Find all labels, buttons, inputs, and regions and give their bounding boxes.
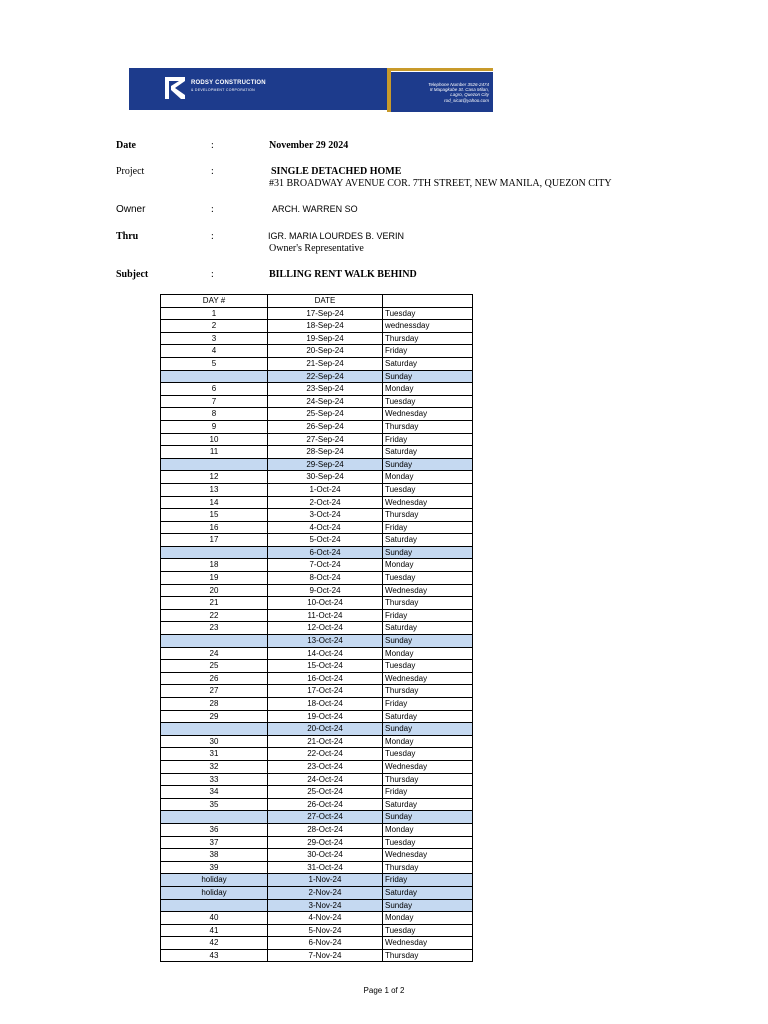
table-row [161, 609, 473, 622]
contact-phone: Telephone Number 3526-2474 [428, 82, 489, 87]
date-cell: 1-Nov-24 [268, 874, 383, 887]
date-cell: 22-Sep-24 [268, 370, 383, 383]
company-logo-icon [165, 77, 185, 99]
day-cell: 8 [161, 408, 268, 421]
weekday-cell: Monday [383, 735, 473, 748]
day-cell: 33 [161, 773, 268, 786]
day-cell: 24 [161, 647, 268, 660]
table-row [161, 496, 473, 509]
weekday-cell: Sunday [383, 458, 473, 471]
table-row [161, 357, 473, 370]
weekday-cell: Wednesday [383, 937, 473, 950]
weekday-cell: Monday [383, 912, 473, 925]
table-row [161, 320, 473, 333]
table-row [161, 332, 473, 345]
day-cell [161, 546, 268, 559]
weekday-cell: Wednesday [383, 849, 473, 862]
owner-value: ARCH. WARREN SO [272, 204, 358, 214]
table-row [161, 370, 473, 383]
day-cell: 37 [161, 836, 268, 849]
day-cell: 22 [161, 609, 268, 622]
table-row [161, 408, 473, 421]
weekday-cell: Sunday [383, 811, 473, 824]
day-cell: 40 [161, 912, 268, 925]
weekday-cell: Saturday [383, 357, 473, 370]
weekday-cell: Sunday [383, 723, 473, 736]
day-cell: 36 [161, 823, 268, 836]
day-cell: 41 [161, 924, 268, 937]
weekday-cell: Saturday [383, 534, 473, 547]
table-row [161, 597, 473, 610]
column-header-day: DAY # [161, 295, 268, 308]
day-cell: 43 [161, 949, 268, 962]
date-cell: 17-Sep-24 [268, 307, 383, 320]
table-row [161, 559, 473, 572]
weekday-cell: Wednesday [383, 672, 473, 685]
table-row [161, 660, 473, 673]
banner-contact-panel [391, 72, 493, 112]
table-row [161, 773, 473, 786]
table-row [161, 458, 473, 471]
date-cell: 2-Oct-24 [268, 496, 383, 509]
project-address: #31 BROADWAY AVENUE COR. 7TH STREET, NEW MANILA, QUEZON CITY [269, 178, 612, 189]
weekday-cell: Saturday [383, 622, 473, 635]
day-cell: holiday [161, 886, 268, 899]
date-cell: 12-Oct-24 [268, 622, 383, 635]
table-row [161, 647, 473, 660]
date-cell: 18-Oct-24 [268, 698, 383, 711]
weekday-cell: Monday [383, 647, 473, 660]
table-row [161, 383, 473, 396]
date-cell: 28-Oct-24 [268, 823, 383, 836]
date-cell: 6-Oct-24 [268, 546, 383, 559]
table-row [161, 546, 473, 559]
table-row [161, 849, 473, 862]
day-cell: 21 [161, 597, 268, 610]
weekday-cell: Wednesday [383, 408, 473, 421]
weekday-cell: Thursday [383, 332, 473, 345]
date-cell: 4-Nov-24 [268, 912, 383, 925]
owner-colon: : [211, 204, 214, 215]
date-cell: 25-Sep-24 [268, 408, 383, 421]
table-row [161, 521, 473, 534]
date-cell: 29-Sep-24 [268, 458, 383, 471]
table-row [161, 345, 473, 358]
date-cell: 27-Sep-24 [268, 433, 383, 446]
weekday-cell: Sunday [383, 635, 473, 648]
weekday-cell: Tuesday [383, 572, 473, 585]
day-cell: 14 [161, 496, 268, 509]
day-cell [161, 723, 268, 736]
day-cell: 26 [161, 672, 268, 685]
table-row [161, 836, 473, 849]
day-cell: 4 [161, 345, 268, 358]
date-cell: 11-Oct-24 [268, 609, 383, 622]
date-cell: 3-Oct-24 [268, 509, 383, 522]
table-row [161, 433, 473, 446]
weekday-cell: Friday [383, 609, 473, 622]
date-cell: 23-Sep-24 [268, 383, 383, 396]
day-cell: 11 [161, 446, 268, 459]
day-cell [161, 811, 268, 824]
project-label: Project [116, 166, 145, 177]
date-label: Date [116, 140, 136, 151]
day-cell [161, 899, 268, 912]
day-cell: 15 [161, 509, 268, 522]
weekday-cell: Wednesday [383, 496, 473, 509]
project-name: SINGLE DETACHED HOME [271, 166, 402, 177]
date-cell: 8-Oct-24 [268, 572, 383, 585]
weekday-cell: Tuesday [383, 836, 473, 849]
project-colon: : [211, 166, 214, 177]
date-cell: 28-Sep-24 [268, 446, 383, 459]
banner-accent-top [387, 68, 493, 71]
table-row [161, 886, 473, 899]
weekday-cell: Monday [383, 471, 473, 484]
date-cell: 26-Sep-24 [268, 420, 383, 433]
date-cell: 18-Sep-24 [268, 320, 383, 333]
day-cell [161, 458, 268, 471]
date-cell: 3-Nov-24 [268, 899, 383, 912]
weekday-cell: Thursday [383, 949, 473, 962]
table-row [161, 949, 473, 962]
day-cell: 1 [161, 307, 268, 320]
weekday-cell: Saturday [383, 446, 473, 459]
weekday-cell: Saturday [383, 886, 473, 899]
weekday-cell: Friday [383, 698, 473, 711]
table-row [161, 874, 473, 887]
date-cell: 31-Oct-24 [268, 861, 383, 874]
date-cell: 19-Sep-24 [268, 332, 383, 345]
day-cell: 6 [161, 383, 268, 396]
date-cell: 30-Oct-24 [268, 849, 383, 862]
date-cell: 16-Oct-24 [268, 672, 383, 685]
day-cell: 42 [161, 937, 268, 950]
weekday-cell: Sunday [383, 370, 473, 383]
date-cell: 19-Oct-24 [268, 710, 383, 723]
subject-label: Subject [116, 269, 149, 280]
table-row [161, 584, 473, 597]
weekday-cell: Tuesday [383, 483, 473, 496]
weekday-cell: Tuesday [383, 924, 473, 937]
weekday-cell: Tuesday [383, 660, 473, 673]
weekday-cell: Thursday [383, 861, 473, 874]
date-cell: 1-Oct-24 [268, 483, 383, 496]
weekday-cell: Sunday [383, 899, 473, 912]
table-row [161, 420, 473, 433]
date-cell: 15-Oct-24 [268, 660, 383, 673]
date-value: November 29 2024 [269, 140, 349, 151]
day-cell: 10 [161, 433, 268, 446]
weekday-cell: Friday [383, 786, 473, 799]
weekday-cell: Friday [383, 521, 473, 534]
thru-role: Owner's Representative [269, 243, 364, 254]
table-row [161, 622, 473, 635]
day-cell: 31 [161, 748, 268, 761]
day-cell: 19 [161, 572, 268, 585]
date-cell: 30-Sep-24 [268, 471, 383, 484]
weekday-cell: Wednesday [383, 584, 473, 597]
subject-colon: : [211, 269, 214, 280]
date-cell: 2-Nov-24 [268, 886, 383, 899]
day-cell: 3 [161, 332, 268, 345]
contact-city: Lagro, Quezon City [450, 92, 489, 98]
table-row [161, 861, 473, 874]
rental-schedule-table [160, 294, 473, 962]
weekday-cell: Monday [383, 383, 473, 396]
date-cell: 26-Oct-24 [268, 798, 383, 811]
table-row [161, 572, 473, 585]
table-row [161, 685, 473, 698]
day-cell [161, 370, 268, 383]
day-cell: 25 [161, 660, 268, 673]
day-cell [161, 635, 268, 648]
contact-street: 8 Mapagkabe St. Casa Milan, [429, 87, 489, 93]
company-name: RODSY CONSTRUCTION [191, 80, 266, 86]
table-row [161, 899, 473, 912]
weekday-cell: Friday [383, 345, 473, 358]
table-row [161, 672, 473, 685]
company-subname: & DEVELOPMENT CORPORATION [191, 88, 255, 92]
date-cell: 10-Oct-24 [268, 597, 383, 610]
day-cell: 35 [161, 798, 268, 811]
day-cell: 5 [161, 357, 268, 370]
page-number: Page 1 of 2 [363, 986, 405, 995]
table-body [161, 307, 473, 962]
weekday-cell: Wednesday [383, 760, 473, 773]
weekday-cell: Saturday [383, 710, 473, 723]
weekday-cell: Tuesday [383, 395, 473, 408]
table-row [161, 395, 473, 408]
table-row [161, 823, 473, 836]
date-cell: 24-Oct-24 [268, 773, 383, 786]
weekday-cell: wednessday [383, 320, 473, 333]
date-cell: 4-Oct-24 [268, 521, 383, 534]
date-colon: : [211, 140, 214, 151]
table-row [161, 748, 473, 761]
weekday-cell: Tuesday [383, 748, 473, 761]
date-cell: 7-Nov-24 [268, 949, 383, 962]
day-cell: 39 [161, 861, 268, 874]
day-cell: 34 [161, 786, 268, 799]
contact-email: rod_sicat@yahoo.com [444, 97, 489, 103]
table-row [161, 811, 473, 824]
day-cell: 32 [161, 760, 268, 773]
contact-info [428, 82, 489, 103]
weekday-cell: Thursday [383, 420, 473, 433]
table-row [161, 937, 473, 950]
table-row [161, 735, 473, 748]
date-cell: 29-Oct-24 [268, 836, 383, 849]
table-row [161, 635, 473, 648]
weekday-cell: Saturday [383, 798, 473, 811]
weekday-cell: Friday [383, 433, 473, 446]
weekday-cell: Thursday [383, 773, 473, 786]
date-cell: 25-Oct-24 [268, 786, 383, 799]
weekday-cell: Thursday [383, 597, 473, 610]
table-row [161, 307, 473, 320]
day-cell: 18 [161, 559, 268, 572]
weekday-cell: Sunday [383, 546, 473, 559]
date-cell: 24-Sep-24 [268, 395, 383, 408]
day-cell: 23 [161, 622, 268, 635]
day-cell: 2 [161, 320, 268, 333]
day-cell: holiday [161, 874, 268, 887]
date-cell: 13-Oct-24 [268, 635, 383, 648]
date-cell: 6-Nov-24 [268, 937, 383, 950]
table-row [161, 723, 473, 736]
table-row [161, 710, 473, 723]
day-cell: 28 [161, 698, 268, 711]
date-cell: 7-Oct-24 [268, 559, 383, 572]
day-cell: 17 [161, 534, 268, 547]
date-cell: 21-Oct-24 [268, 735, 383, 748]
date-cell: 17-Oct-24 [268, 685, 383, 698]
day-cell: 20 [161, 584, 268, 597]
day-cell: 29 [161, 710, 268, 723]
thru-value: IGR. MARIA LOURDES B. VERIN [268, 231, 405, 241]
weekday-cell: Thursday [383, 685, 473, 698]
date-cell: 9-Oct-24 [268, 584, 383, 597]
day-cell: 16 [161, 521, 268, 534]
table-row [161, 471, 473, 484]
date-cell: 14-Oct-24 [268, 647, 383, 660]
day-cell: 12 [161, 471, 268, 484]
day-cell: 30 [161, 735, 268, 748]
table-row [161, 760, 473, 773]
thru-colon: : [211, 231, 214, 242]
subject-value: BILLING RENT WALK BEHIND [269, 269, 417, 280]
letterhead-banner [129, 68, 493, 112]
weekday-cell: Monday [383, 823, 473, 836]
date-cell: 21-Sep-24 [268, 357, 383, 370]
weekday-cell: Monday [383, 559, 473, 572]
date-cell: 22-Oct-24 [268, 748, 383, 761]
table-row [161, 509, 473, 522]
day-cell: 13 [161, 483, 268, 496]
table-row [161, 798, 473, 811]
table-row [161, 698, 473, 711]
date-cell: 23-Oct-24 [268, 760, 383, 773]
date-cell: 5-Oct-24 [268, 534, 383, 547]
table-row [161, 483, 473, 496]
column-header-date: DATE [268, 295, 383, 308]
weekday-cell: Tuesday [383, 307, 473, 320]
date-cell: 5-Nov-24 [268, 924, 383, 937]
day-cell: 9 [161, 420, 268, 433]
day-cell: 7 [161, 395, 268, 408]
date-cell: 27-Oct-24 [268, 811, 383, 824]
owner-label: Owner [116, 204, 146, 215]
table-row [161, 446, 473, 459]
day-cell: 27 [161, 685, 268, 698]
table-header-row [161, 295, 473, 308]
table-row [161, 912, 473, 925]
weekday-cell: Friday [383, 874, 473, 887]
table-row [161, 786, 473, 799]
date-cell: 20-Sep-24 [268, 345, 383, 358]
table-row [161, 924, 473, 937]
date-cell: 20-Oct-24 [268, 723, 383, 736]
column-header-weekday [383, 295, 473, 308]
day-cell: 38 [161, 849, 268, 862]
table-row [161, 534, 473, 547]
banner-main-panel [129, 68, 387, 110]
weekday-cell: Thursday [383, 509, 473, 522]
thru-label: Thru [116, 231, 139, 242]
